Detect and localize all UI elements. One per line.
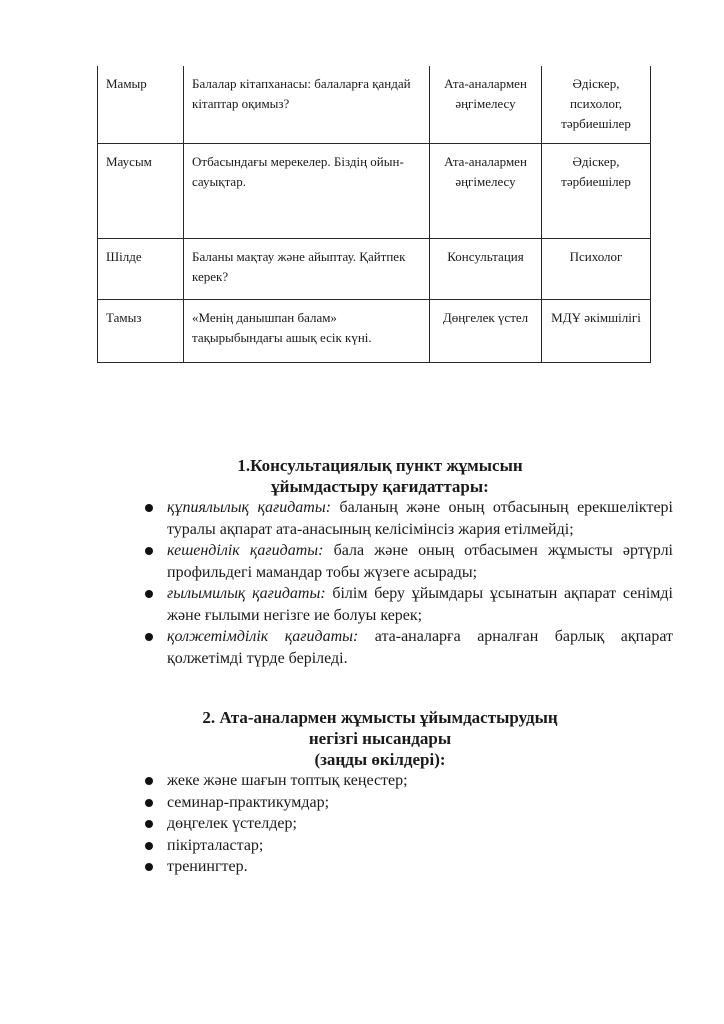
form-cell: Дөңгелек үстел	[430, 300, 542, 363]
list-item	[145, 626, 673, 669]
list-item: семинар-практикумдар;	[145, 792, 673, 814]
list-item: дөңгелек үстелдер;	[145, 813, 673, 835]
bullet-icon	[145, 590, 153, 598]
responsible-cell: МДҰ әкімшілігі	[542, 300, 651, 363]
bullet-icon	[145, 633, 153, 641]
list-item	[145, 540, 673, 583]
bullet-icon	[145, 777, 153, 785]
section2-title-line2: негізгі нысандары	[308, 729, 452, 748]
bullet-icon	[145, 863, 153, 871]
principle-term: кешенділік қағидаты:	[167, 542, 324, 559]
section2-heading	[100, 707, 660, 770]
list-item: тренингтер.	[145, 856, 673, 878]
responsible-cell: Психолог	[542, 239, 651, 300]
section1-title-line2: ұйымдастыру қағидаттары:	[271, 477, 489, 496]
table-row	[98, 66, 651, 144]
bullet-icon	[145, 820, 153, 828]
section1-heading	[100, 455, 660, 497]
topic-cell: Отбасындағы мерекелер. Біздің ойын-сауықтар.	[184, 144, 430, 239]
topic-cell: Баланы мақтау және айыптау. Қайтпек керек?	[184, 239, 430, 300]
bullet-icon	[145, 799, 153, 807]
section2-title-line1: 2. Ата-аналармен жұмысты ұйымдастырудың	[202, 708, 558, 727]
principle-text: бала және оның отбасымен жұмысты әртүрлі профильдегі мамандар тобы жүзеге асырады;	[167, 542, 673, 581]
list-item: пікірталастар;	[145, 835, 673, 857]
form-cell: Ата-аналармен әңгімелесу	[430, 144, 542, 239]
section2-title-line3: (заңды өкілдері):	[314, 750, 446, 769]
month-cell: Мамыр	[98, 66, 184, 144]
responsible-cell: Әдіскер, психолог, тәрбиешілер	[542, 66, 651, 144]
forms-list	[145, 770, 673, 878]
topic-cell: «Менің данышпан балам» тақырыбындағы ашық есік күні.	[184, 300, 430, 363]
principles-list	[145, 497, 673, 669]
bullet-icon	[145, 547, 153, 555]
month-cell: Тамыз	[98, 300, 184, 363]
principle-term: қолжетімділік қағидаты:	[167, 628, 359, 645]
topic-cell: Балалар кітапханасы: балаларға қандай кітаптар оқимыз?	[184, 66, 430, 144]
table-row	[98, 300, 651, 363]
bullet-icon	[145, 504, 153, 512]
principle-term: ғылымилық қағидаты:	[167, 585, 326, 602]
principle-text: ата-аналарға арналған барлық ақпарат қолжетімді түрде беріледі.	[167, 628, 673, 667]
section1-title-line1: 1.Консультациялық пункт жұмысын	[237, 456, 523, 475]
responsible-cell: Әдіскер, тәрбиешілер	[542, 144, 651, 239]
table-row	[98, 144, 651, 239]
bullet-icon	[145, 842, 153, 850]
list-item	[145, 583, 673, 626]
form-cell: Консультация	[430, 239, 542, 300]
form-cell: Ата-аналармен әңгімелесу	[430, 66, 542, 144]
list-item	[145, 497, 673, 540]
principle-text: баланың және оның отбасының ерекшеліктері туралы ақпарат ата-анасының келісімінсіз жария етілмейді;	[167, 499, 674, 538]
principle-term: құпиялылық қағидаты:	[167, 499, 332, 516]
list-item: жеке және шағын топтық кеңестер;	[145, 770, 673, 792]
table-row	[98, 239, 651, 300]
month-cell: Шілде	[98, 239, 184, 300]
principle-text: білім беру ұйымдары ұсынатын ақпарат сенімді және ғылыми негізге ие болуы керек;	[167, 585, 673, 624]
month-cell: Маусым	[98, 144, 184, 239]
event-plan-table	[97, 66, 651, 363]
